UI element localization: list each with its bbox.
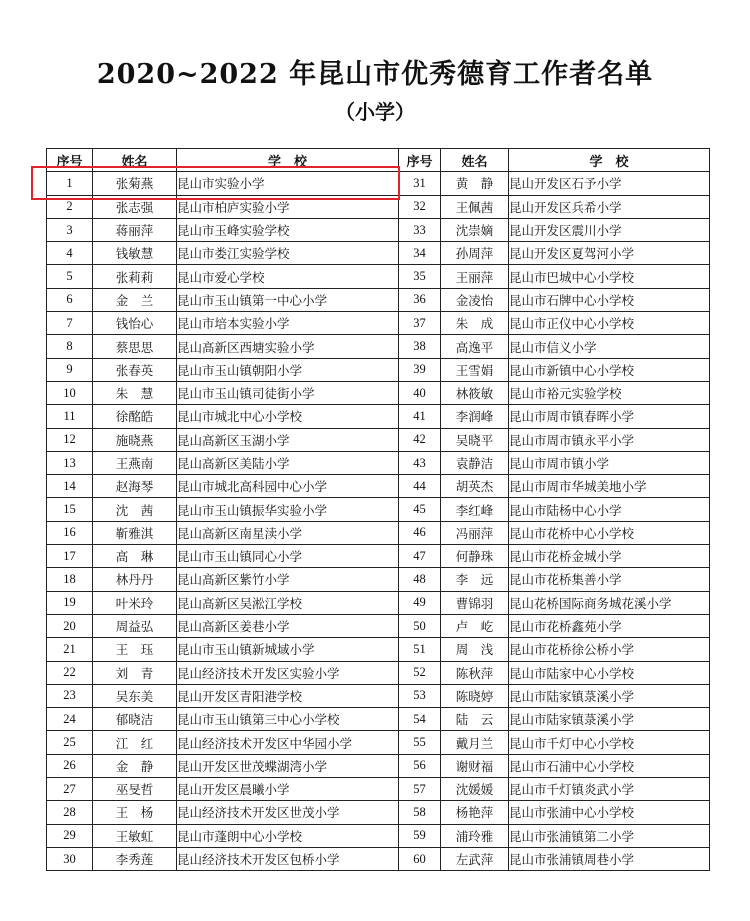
school-name: 昆山市千灯镇炎武小学 [509, 778, 710, 801]
table-row [47, 312, 710, 335]
row-number: 17 [47, 545, 93, 568]
person-name: 金 静 [93, 754, 177, 777]
school-name: 昆山市柏庐实验小学 [177, 195, 399, 218]
header-name: 姓名 [93, 149, 177, 172]
row-number: 11 [47, 405, 93, 428]
school-name: 昆山经济技术开发区实验小学 [177, 661, 399, 684]
row-number: 18 [47, 568, 93, 591]
row-number: 55 [399, 731, 441, 754]
person-name: 张春英 [93, 358, 177, 381]
row-number: 6 [47, 288, 93, 311]
row-number: 60 [399, 847, 441, 870]
row-number: 7 [47, 312, 93, 335]
school-name: 昆山市陆家镇菉溪小学 [509, 708, 710, 731]
table-row [47, 754, 710, 777]
table-row [47, 638, 710, 661]
school-name: 昆山高新区南星渎小学 [177, 521, 399, 544]
person-name: 刘 青 [93, 661, 177, 684]
table-row [47, 358, 710, 381]
school-name: 昆山市玉山镇振华实验小学 [177, 498, 399, 521]
row-number: 21 [47, 638, 93, 661]
roster-table [46, 148, 710, 871]
table-row [47, 335, 710, 358]
person-name: 郁晓洁 [93, 708, 177, 731]
school-name: 昆山市玉山镇朝阳小学 [177, 358, 399, 381]
row-number: 25 [47, 731, 93, 754]
person-name: 沈 茜 [93, 498, 177, 521]
person-name: 徐酩皓 [93, 405, 177, 428]
school-name: 昆山市正仪中心小学校 [509, 312, 710, 335]
person-name: 王 珏 [93, 638, 177, 661]
table-row [47, 242, 710, 265]
person-name: 何静珠 [441, 545, 509, 568]
person-name: 林丹丹 [93, 568, 177, 591]
school-name: 昆山开发区青阳港学校 [177, 684, 399, 707]
table-row [47, 591, 710, 614]
person-name: 朱 慧 [93, 381, 177, 404]
school-name: 昆山市新镇中心小学校 [509, 358, 710, 381]
table-row [47, 778, 710, 801]
table-row [47, 381, 710, 404]
table-row [47, 498, 710, 521]
school-name: 昆山经济技术开发区包桥小学 [177, 847, 399, 870]
row-number: 22 [47, 661, 93, 684]
school-name: 昆山开发区晨曦小学 [177, 778, 399, 801]
table-row [47, 847, 710, 870]
row-number: 57 [399, 778, 441, 801]
person-name: 靳雅淇 [93, 521, 177, 544]
table-row [47, 684, 710, 707]
person-name: 袁静洁 [441, 451, 509, 474]
school-name: 昆山开发区世茂蝶湖湾小学 [177, 754, 399, 777]
row-number: 44 [399, 475, 441, 498]
person-name: 谢财福 [441, 754, 509, 777]
person-name: 孙周萍 [441, 242, 509, 265]
school-name: 昆山市陆杨中心小学 [509, 498, 710, 521]
table-row [47, 218, 710, 241]
person-name: 胡英杰 [441, 475, 509, 498]
row-number: 39 [399, 358, 441, 381]
row-number: 14 [47, 475, 93, 498]
row-number: 9 [47, 358, 93, 381]
person-name: 叶米玲 [93, 591, 177, 614]
header-number: 序号 [47, 149, 93, 172]
row-number: 59 [399, 824, 441, 847]
school-name: 昆山高新区吴淞江学校 [177, 591, 399, 614]
school-name: 昆山开发区兵希小学 [509, 195, 710, 218]
row-number: 27 [47, 778, 93, 801]
school-name: 昆山市周市镇春晖小学 [509, 405, 710, 428]
person-name: 王燕南 [93, 451, 177, 474]
person-name: 周 浅 [441, 638, 509, 661]
school-name: 昆山市城北中心小学校 [177, 405, 399, 428]
school-name: 昆山市周市华城美地小学 [509, 475, 710, 498]
person-name: 李润峰 [441, 405, 509, 428]
row-number: 58 [399, 801, 441, 824]
school-name: 昆山市玉峰实验学校 [177, 218, 399, 241]
school-name: 昆山花桥国际商务城花溪小学 [509, 591, 710, 614]
row-number: 29 [47, 824, 93, 847]
school-name: 昆山市玉山镇第一中心小学 [177, 288, 399, 311]
school-name: 昆山市裕元实验学校 [509, 381, 710, 404]
table-row [47, 288, 710, 311]
person-name: 王佩茜 [441, 195, 509, 218]
school-name: 昆山市蓬朗中心小学校 [177, 824, 399, 847]
school-name: 昆山经济技术开发区世茂小学 [177, 801, 399, 824]
person-name: 陆 云 [441, 708, 509, 731]
row-number: 34 [399, 242, 441, 265]
row-number: 41 [399, 405, 441, 428]
table-row [47, 405, 710, 428]
school-name: 昆山市周市镇永平小学 [509, 428, 710, 451]
row-number: 31 [399, 172, 441, 195]
person-name: 曹锦羽 [441, 591, 509, 614]
person-name: 陈秋萍 [441, 661, 509, 684]
row-number: 19 [47, 591, 93, 614]
table-row [47, 451, 710, 474]
row-number: 47 [399, 545, 441, 568]
person-name: 蒋丽萍 [93, 218, 177, 241]
person-name: 沈媛媛 [441, 778, 509, 801]
table-row [47, 428, 710, 451]
school-name: 昆山市周市镇小学 [509, 451, 710, 474]
row-number: 50 [399, 614, 441, 637]
table-row [47, 475, 710, 498]
school-name: 昆山开发区石予小学 [509, 172, 710, 195]
school-name: 昆山市石牌中心小学校 [509, 288, 710, 311]
table-row [47, 568, 710, 591]
school-name: 昆山市城北高科园中心小学 [177, 475, 399, 498]
school-name: 昆山高新区美陆小学 [177, 451, 399, 474]
school-name: 昆山市张浦中心小学校 [509, 801, 710, 824]
row-number: 28 [47, 801, 93, 824]
table-row [47, 265, 710, 288]
person-name: 左武萍 [441, 847, 509, 870]
school-name: 昆山市花桥徐公桥小学 [509, 638, 710, 661]
table-row [47, 801, 710, 824]
row-number: 49 [399, 591, 441, 614]
person-name: 冯丽萍 [441, 521, 509, 544]
person-name: 王丽萍 [441, 265, 509, 288]
school-name: 昆山高新区玉湖小学 [177, 428, 399, 451]
table-row [47, 708, 710, 731]
row-number: 2 [47, 195, 93, 218]
row-number: 24 [47, 708, 93, 731]
person-name: 周益弘 [93, 614, 177, 637]
table-row [47, 614, 710, 637]
row-number: 51 [399, 638, 441, 661]
row-number: 8 [47, 335, 93, 358]
row-number: 16 [47, 521, 93, 544]
person-name: 浦玲雅 [441, 824, 509, 847]
document-subtitle: （小学） [335, 100, 415, 124]
row-number: 45 [399, 498, 441, 521]
row-number: 52 [399, 661, 441, 684]
row-number: 43 [399, 451, 441, 474]
school-name: 昆山市花桥中心小学校 [509, 521, 710, 544]
school-name: 昆山市爱心学校 [177, 265, 399, 288]
row-number: 42 [399, 428, 441, 451]
school-name: 昆山经济技术开发区中华园小学 [177, 731, 399, 754]
row-number: 56 [399, 754, 441, 777]
person-name: 黄 静 [441, 172, 509, 195]
person-name: 赵海琴 [93, 475, 177, 498]
school-name: 昆山市培本实验小学 [177, 312, 399, 335]
person-name: 戴月兰 [441, 731, 509, 754]
school-name: 昆山市花桥集善小学 [509, 568, 710, 591]
row-number: 37 [399, 312, 441, 335]
document-title: 2020~2022 年昆山市优秀德育工作者名单 [96, 59, 654, 90]
table-row [47, 824, 710, 847]
person-name: 陈晓婷 [441, 684, 509, 707]
row-number: 33 [399, 218, 441, 241]
person-name: 高逸平 [441, 335, 509, 358]
row-number: 40 [399, 381, 441, 404]
school-name: 昆山高新区紫竹小学 [177, 568, 399, 591]
row-number: 5 [47, 265, 93, 288]
school-name: 昆山市陆家镇菉溪小学 [509, 684, 710, 707]
person-name: 王雪娟 [441, 358, 509, 381]
school-name: 昆山市张浦镇周巷小学 [509, 847, 710, 870]
person-name: 沈崇嫡 [441, 218, 509, 241]
row-number: 13 [47, 451, 93, 474]
person-name: 卢 屹 [441, 614, 509, 637]
school-name: 昆山开发区夏驾河小学 [509, 242, 710, 265]
row-number: 12 [47, 428, 93, 451]
person-name: 张莉莉 [93, 265, 177, 288]
header-school: 学 校 [509, 149, 710, 172]
person-name: 江 红 [93, 731, 177, 754]
person-name: 金凌怡 [441, 288, 509, 311]
person-name: 王 杨 [93, 801, 177, 824]
person-name: 张志强 [93, 195, 177, 218]
row-number: 38 [399, 335, 441, 358]
person-name: 王敏虹 [93, 824, 177, 847]
person-name: 蔡思思 [93, 335, 177, 358]
row-number: 4 [47, 242, 93, 265]
school-name: 昆山开发区震川小学 [509, 218, 710, 241]
person-name: 林筱敏 [441, 381, 509, 404]
school-name: 昆山市千灯中心小学校 [509, 731, 710, 754]
person-name: 李 远 [441, 568, 509, 591]
row-number: 26 [47, 754, 93, 777]
table-row [47, 521, 710, 544]
row-number: 35 [399, 265, 441, 288]
row-number: 20 [47, 614, 93, 637]
person-name: 张菊燕 [93, 172, 177, 195]
school-name: 昆山市玉山镇第三中心小学校 [177, 708, 399, 731]
school-name: 昆山市信义小学 [509, 335, 710, 358]
person-name: 金 兰 [93, 288, 177, 311]
school-name: 昆山市花桥金城小学 [509, 545, 710, 568]
row-number: 15 [47, 498, 93, 521]
row-number: 54 [399, 708, 441, 731]
row-number: 10 [47, 381, 93, 404]
row-number: 53 [399, 684, 441, 707]
person-name: 钱怡心 [93, 312, 177, 335]
school-name: 昆山市玉山镇同心小学 [177, 545, 399, 568]
school-name: 昆山高新区姜巷小学 [177, 614, 399, 637]
person-name: 杨艳萍 [441, 801, 509, 824]
row-number: 32 [399, 195, 441, 218]
person-name: 钱敏慧 [93, 242, 177, 265]
person-name: 施晓燕 [93, 428, 177, 451]
person-name: 李秀莲 [93, 847, 177, 870]
school-name: 昆山市花桥鑫苑小学 [509, 614, 710, 637]
school-name: 昆山高新区西塘实验小学 [177, 335, 399, 358]
header-school: 学 校 [177, 149, 399, 172]
school-name: 昆山市娄江实验学校 [177, 242, 399, 265]
row-number: 1 [47, 172, 93, 195]
header-number: 序号 [399, 149, 441, 172]
table-row [47, 731, 710, 754]
person-name: 朱 成 [441, 312, 509, 335]
highlight-rectangle [31, 166, 400, 200]
school-name: 昆山市玉山镇新城域小学 [177, 638, 399, 661]
school-name: 昆山市陆家中心小学校 [509, 661, 710, 684]
row-number: 23 [47, 684, 93, 707]
row-number: 3 [47, 218, 93, 241]
school-name: 昆山市张浦镇第二小学 [509, 824, 710, 847]
person-name: 吴晓平 [441, 428, 509, 451]
person-name: 李红峰 [441, 498, 509, 521]
school-name: 昆山市巴城中心小学校 [509, 265, 710, 288]
row-number: 36 [399, 288, 441, 311]
header-name: 姓名 [441, 149, 509, 172]
row-number: 46 [399, 521, 441, 544]
school-name: 昆山市石浦中心小学校 [509, 754, 710, 777]
person-name: 巫旻哲 [93, 778, 177, 801]
table-row [47, 661, 710, 684]
school-name: 昆山市实验小学 [177, 172, 399, 195]
row-number: 30 [47, 847, 93, 870]
table-row [47, 545, 710, 568]
row-number: 48 [399, 568, 441, 591]
person-name: 高 琳 [93, 545, 177, 568]
person-name: 吴东美 [93, 684, 177, 707]
school-name: 昆山市玉山镇司徒街小学 [177, 381, 399, 404]
